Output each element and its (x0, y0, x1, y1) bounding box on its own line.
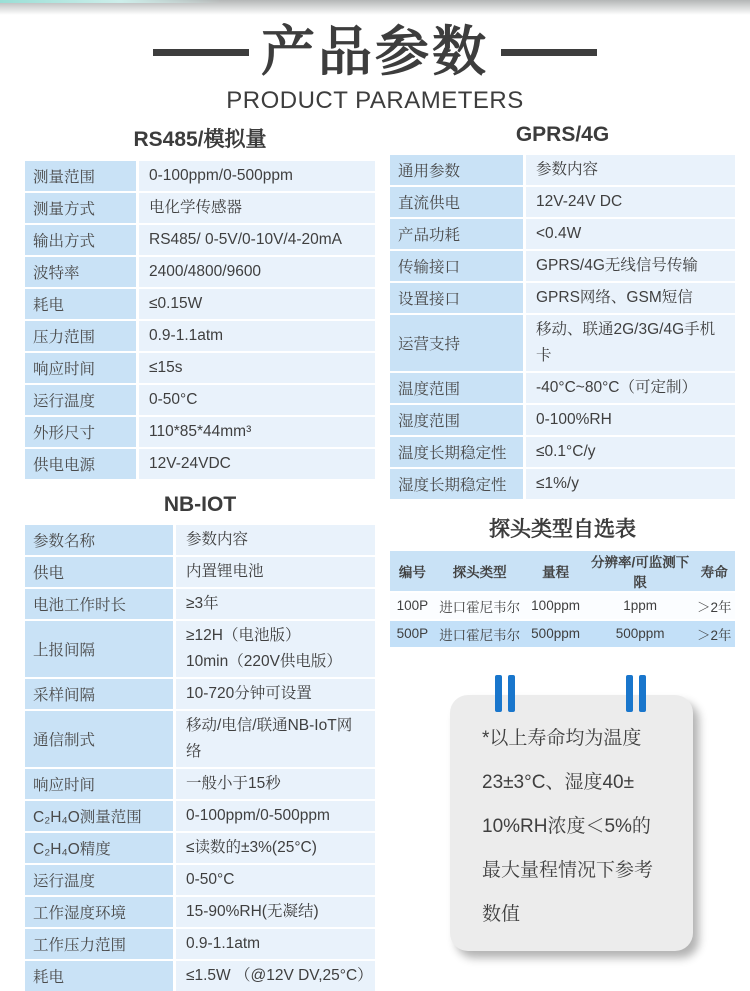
note-line: 最大量程情况下参考 (482, 859, 654, 881)
row-label: C₂H₄O精度 (25, 833, 173, 863)
table-row (390, 219, 735, 249)
row-value-line: 2400/4800/9600 (149, 262, 262, 280)
row-label: 上报间隔 (25, 621, 173, 677)
row-label: 通信制式 (25, 711, 173, 767)
column-header: 探头类型 (452, 564, 507, 580)
row-label: 耗电 (25, 289, 136, 319)
row-value (139, 225, 375, 255)
table-row (25, 801, 375, 831)
row-label: 运行温度 (25, 865, 173, 895)
row-label: 供电电源 (25, 449, 136, 479)
table-row (390, 251, 735, 281)
row-value-line: GPRS网络、GSM短信 (536, 288, 693, 306)
table-row (390, 283, 735, 313)
table-row (25, 897, 375, 927)
row-label: 响应时间 (25, 769, 173, 799)
clip-icon-left (495, 675, 515, 712)
note-card (450, 695, 693, 951)
row-value (526, 155, 735, 185)
row-label: 传输接口 (390, 251, 523, 281)
row-label: 直流供电 (390, 187, 523, 217)
table-row (25, 385, 375, 415)
nbiot-table (25, 525, 375, 991)
row-value (176, 621, 375, 677)
row-label: 设置接口 (390, 283, 523, 313)
row-label: 输出方式 (25, 225, 136, 255)
row-value-line: 12V-24VDC (149, 454, 231, 472)
table-row (25, 929, 375, 959)
section-heading-probe: 探头类型自选表 (489, 517, 636, 541)
right-column (390, 123, 735, 991)
table-row (25, 961, 375, 991)
table-cell: 进口霍尼韦尔 (439, 599, 521, 615)
row-value (139, 321, 375, 351)
row-value (526, 315, 735, 371)
row-value (139, 161, 375, 191)
table-row (25, 257, 375, 287)
row-value-line: 10min（220V供电版） (186, 652, 342, 670)
row-label: 供电 (25, 557, 173, 587)
row-value (176, 897, 375, 927)
row-label: 外形尺寸 (25, 417, 136, 447)
row-value (176, 833, 375, 863)
table-row (390, 437, 735, 467)
table-row (390, 469, 735, 499)
row-label: 工作湿度环境 (25, 897, 173, 927)
table-cell: 100ppm (531, 598, 580, 614)
row-value-line: ≥3年 (186, 594, 219, 612)
row-label: 采样间隔 (25, 679, 173, 709)
clip-icon-right (626, 675, 646, 712)
table-row (25, 161, 375, 191)
row-label: 产品功耗 (390, 219, 523, 249)
row-value-line: ≤读数的±3%(25°C) (186, 838, 317, 856)
row-value-line: 10-720分钟可设置 (186, 684, 312, 702)
table-row (25, 769, 375, 799)
row-value-line: 一般小于15秒 (186, 774, 281, 792)
table-row (390, 405, 735, 435)
row-label: C₂H₄O测量范围 (25, 801, 173, 831)
table-row (25, 225, 375, 255)
row-value (176, 801, 375, 831)
probe-header-row (390, 551, 735, 591)
section-heading-gprs: GPRS/4G (515, 122, 610, 146)
row-label: 耗电 (25, 961, 173, 991)
table-cell: 进口霍尼韦尔 (439, 627, 521, 643)
row-value (176, 589, 375, 619)
table-row (25, 417, 375, 447)
table-row (390, 593, 735, 619)
table-row (390, 187, 735, 217)
row-value (526, 219, 735, 249)
table-row (25, 193, 375, 223)
row-value-line: ≤1.5W （@12V DV,25°C） (186, 966, 373, 984)
row-label: 通用参数 (390, 155, 523, 185)
row-value (139, 353, 375, 383)
row-label: 湿度范围 (390, 405, 523, 435)
row-value-line: ≤15s (149, 358, 183, 376)
row-value-line: 0.9-1.1atm (186, 934, 261, 952)
row-value (176, 865, 375, 895)
row-value-line: 0-100%RH (536, 410, 612, 428)
row-value (139, 257, 375, 287)
table-cell: 500ppm (531, 626, 580, 642)
row-value-line: ≥12H（电池版） (186, 626, 301, 644)
row-value-line: ≤0.1°C/y (536, 442, 596, 460)
row-value (139, 449, 375, 479)
row-value (139, 385, 375, 415)
row-value (176, 557, 375, 587)
row-label: 响应时间 (25, 353, 136, 383)
row-label: 测量范围 (25, 161, 136, 191)
row-value (176, 929, 375, 959)
left-column (25, 123, 375, 991)
row-value-line: 内置锂电池 (186, 562, 264, 580)
row-label: 温度范围 (390, 373, 523, 403)
row-label: 电池工作时长 (25, 589, 173, 619)
top-teal-line (0, 0, 220, 3)
section-heading-rs485: RS485/模拟量 (133, 127, 267, 151)
table-row (25, 557, 375, 587)
row-label: 运行温度 (25, 385, 136, 415)
row-value-line: RS485/ 0-5V/0-10V/4-20mA (149, 230, 342, 248)
table-row (25, 833, 375, 863)
row-value (176, 769, 375, 799)
table-row (25, 353, 375, 383)
row-value-line: 0-50°C (186, 870, 235, 888)
table-row (390, 315, 735, 371)
table-cell: ＞2年 (697, 627, 732, 643)
page-title: 产品参数 (261, 22, 489, 82)
table-row (25, 621, 375, 677)
table-cell: 100P (396, 598, 429, 614)
row-value (526, 187, 735, 217)
row-value-line: GPRS/4G无线信号传输 (536, 256, 698, 274)
column-header: 编号 (398, 564, 426, 580)
row-value (176, 961, 375, 991)
table-row (390, 373, 735, 403)
row-value-line: 电化学传感器 (149, 198, 243, 216)
table-row (390, 155, 735, 185)
page-header (0, 0, 750, 115)
row-value-line: 15-90%RH(无凝结) (186, 902, 319, 920)
row-value (526, 373, 735, 403)
row-value (176, 711, 375, 767)
table-row (25, 525, 375, 555)
row-value-line: 12V-24V DC (536, 192, 623, 210)
row-value-line: 参数内容 (186, 530, 249, 548)
table-cell: 500ppm (615, 626, 665, 642)
table-cell: 500P (396, 626, 429, 642)
row-value-line: 110*85*44mm³ (149, 422, 252, 440)
row-label: 波特率 (25, 257, 136, 287)
table-cell: ＞2年 (697, 599, 732, 615)
content-columns (0, 123, 750, 991)
row-value-line: ≤1%/y (536, 474, 579, 492)
row-value (139, 417, 375, 447)
row-value-line: 0-100ppm/0-500ppm (186, 806, 330, 824)
page-subtitle: PRODUCT PARAMETERS (226, 86, 524, 114)
row-value-line: ≤0.15W (149, 294, 203, 312)
row-label: 湿度长期稳定性 (390, 469, 523, 499)
table-row (25, 589, 375, 619)
row-value-line: 移动、联通2G/3G/4G手机卡 (536, 320, 716, 364)
row-value-line: 0-100ppm/0-500ppm (149, 166, 293, 184)
row-value-line: -40°C~80°C（可定制） (536, 378, 697, 396)
rs485-table (25, 161, 375, 479)
note-line: 23±3°C、湿度40± (482, 771, 635, 793)
page-title-row (0, 20, 750, 85)
row-value-line: 移动/电信/联通NB-IoT网络 (186, 716, 353, 760)
table-cell: 1ppm (623, 598, 657, 614)
row-value-line: 0-50°C (149, 390, 198, 408)
note-line: *以上寿命均为温度 (482, 727, 642, 749)
probe-table (390, 551, 735, 647)
row-value (526, 251, 735, 281)
table-row (390, 621, 735, 647)
row-value (526, 283, 735, 313)
row-label: 温度长期稳定性 (390, 437, 523, 467)
row-label: 运营支持 (390, 315, 523, 371)
section-heading-nbiot: NB-IOT (163, 492, 237, 516)
gprs-table (390, 155, 735, 499)
column-header: 寿命 (700, 564, 728, 580)
table-row (25, 679, 375, 709)
column-header: 量程 (542, 564, 570, 580)
table-row (25, 865, 375, 895)
row-value (526, 469, 735, 499)
title-left-dash (153, 49, 249, 56)
title-right-dash (501, 49, 597, 56)
note-line: 数值 (482, 903, 521, 925)
row-label: 压力范围 (25, 321, 136, 351)
row-value-line: 0.9-1.1atm (149, 326, 224, 344)
row-value (139, 289, 375, 319)
table-row (25, 289, 375, 319)
row-value (526, 405, 735, 435)
table-row (25, 449, 375, 479)
row-value (139, 193, 375, 223)
row-value (526, 437, 735, 467)
table-row (25, 321, 375, 351)
row-value (176, 679, 375, 709)
row-label: 参数名称 (25, 525, 173, 555)
row-label: 工作压力范围 (25, 929, 173, 959)
column-header: 分辨率/可监测下限 (590, 554, 690, 590)
table-row (25, 711, 375, 767)
note-line: 10%RH浓度＜5%的 (482, 815, 651, 837)
row-label: 测量方式 (25, 193, 136, 223)
row-value (176, 525, 375, 555)
row-value-line: 参数内容 (536, 160, 599, 178)
note-text (450, 695, 693, 937)
row-value-line: <0.4W (536, 224, 582, 242)
